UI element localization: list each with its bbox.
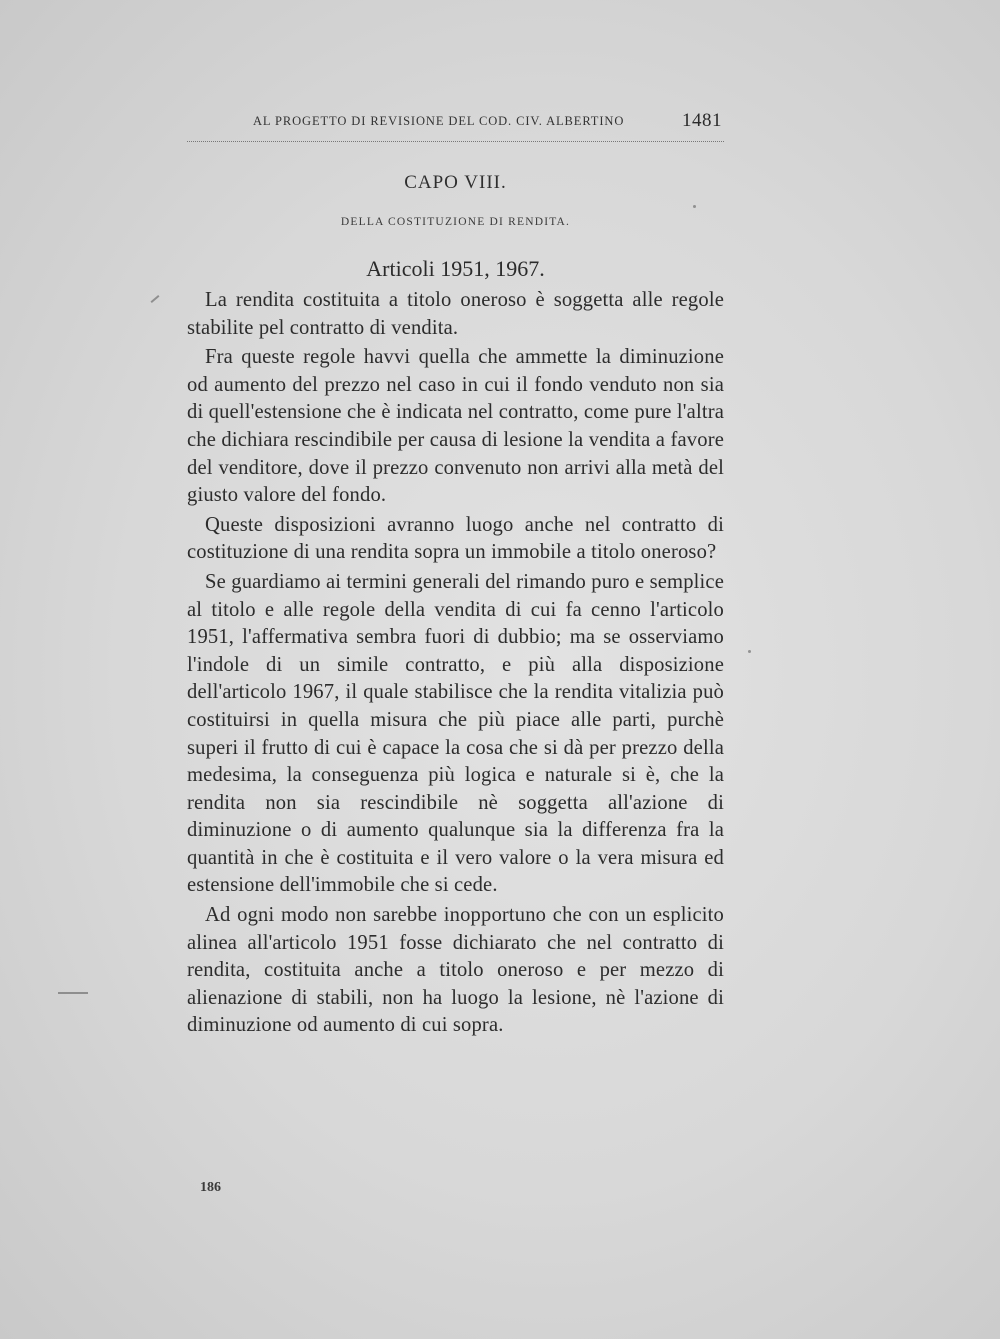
- paper-speck: [58, 992, 88, 994]
- paragraph: La rendita costituita a titolo oneroso è soggetta alle regole stabilite pel contratto di vendita.: [187, 289, 724, 339]
- chapter-title: CAPO VIII.: [404, 172, 507, 193]
- signature-mark: 186: [200, 1180, 221, 1195]
- paper-speck: [748, 650, 751, 653]
- body-text: [187, 287, 724, 1040]
- header-rule: [187, 141, 724, 142]
- page-number: 1481: [682, 110, 722, 131]
- running-head-title: AL PROGETTO DI REVISIONE DEL COD. CIV. ALBERTINO: [253, 114, 625, 128]
- paragraph: Se guardiamo ai termini generali del rimando puro e semplice al titolo e alle regole della vendita di cui fa cenno l'articolo 1951, l'affermativa sembra fuori di dubbio; ma se osserviamo l'indole di un simile contratto, e più alla disposizione dell'articolo 1967, il quale stabilisce che la rendita vitalizia può costituirsi in quella misura che più piace alle parti, purchè superi il frutto di cui è capace la cosa che si dà per prezzo della medesima, la conseguenza più logica e naturale si è, che la rendita non sia rescindibile nè soggetta all'azione di diminuzione o di aumento qualunque sia la differenza fra la quantità in che è costituita e il vero valore o la vera misura ed estensione dell'immobile che si cede.: [187, 570, 724, 897]
- paper-speck: [693, 205, 696, 208]
- running-head: [187, 112, 724, 142]
- chapter-subtitle: DELLA COSTITUZIONE DI RENDITA.: [340, 216, 571, 228]
- articles-heading: Articoli 1951, 1967.: [366, 256, 545, 281]
- paragraph: Ad ogni modo non sarebbe inopportuno che con un esplicito alinea all'articolo 1951 fosse dichiarato che nel contratto di rendita, costituita anche a titolo oneroso e per mezzo di alienazione di stabili, non ha luogo la lesione, nè l'azione di diminuzione od aumento di cui sopra.: [187, 904, 724, 1037]
- paper-speck: [151, 295, 160, 303]
- paragraph: Fra queste regole havvi quella che ammette la diminuzione od aumento del prezzo nel caso in cui il fondo venduto non sia di quell'estensione che è indicata nel contratto, come pure l'altra che dichiara rescindibile per causa di lesione la vendita a favore del venditore, dove il prezzo convenuto non arrivi alla metà del giusto valore del fondo.: [187, 346, 724, 507]
- paragraph: Queste disposizioni avranno luogo anche nel contratto di costituzione di una rendita sopra un immobile a titolo oneroso?: [187, 513, 724, 564]
